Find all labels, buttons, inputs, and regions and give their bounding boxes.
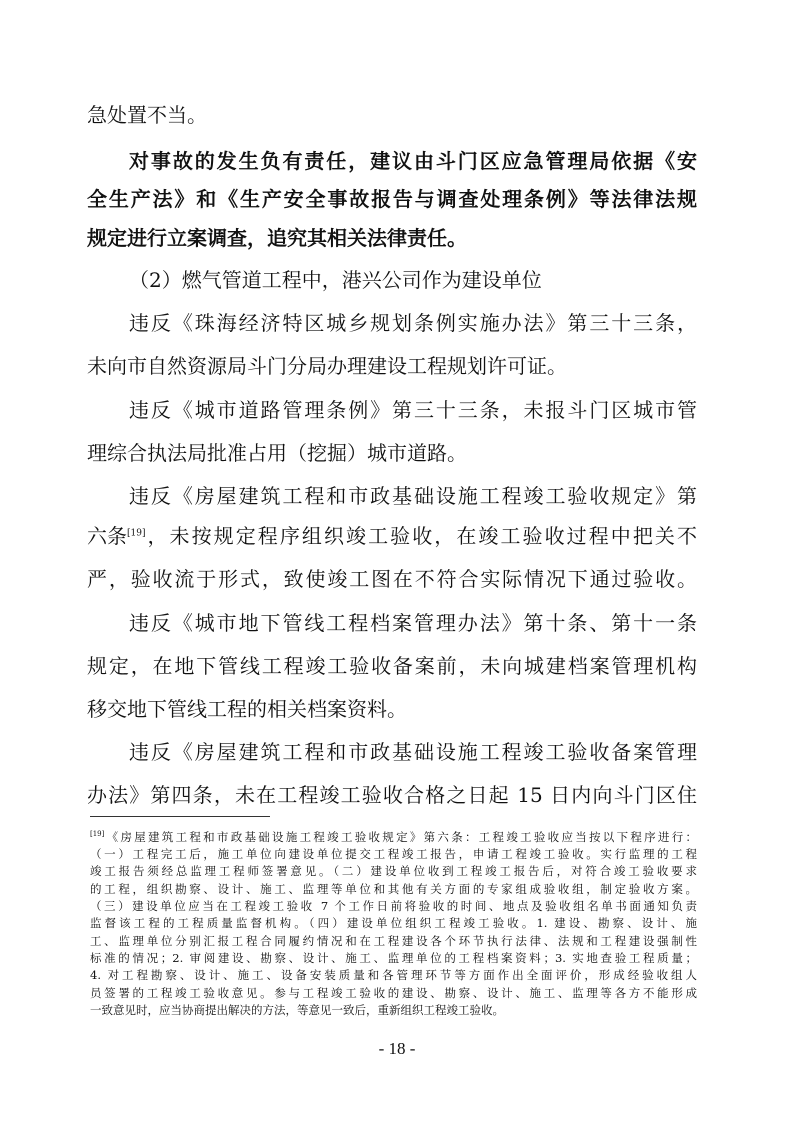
body-line: 未向市自然资源局斗门分局办理建设工程规划许可证。 xyxy=(87,354,567,378)
footnote-line: 4. 对工程勘察、设计、施工、设备安装质量和各管理环节等方面作出全面评价，形成经验收组人 xyxy=(90,968,697,982)
footnote-line: 的工程，组织勘察、设计、施工、监理等单位和其他有关方面的专家组成验收组，制定验收方案。 xyxy=(90,882,697,896)
body-line: 违反《城市地下管线工程档案管理办法》第十条、第十一条 xyxy=(129,611,697,635)
body-line-with-footnote xyxy=(87,522,697,550)
footnote-line: （三）建设单位应当在工程竣工验收 7 个工作日前将验收的时间、地点及验收组名单书面通知负责 xyxy=(90,899,697,913)
body-line-bold: 全生产法》和《生产安全事故报告与调查处理条例》等法律法规 xyxy=(87,187,697,211)
footnote-line xyxy=(90,829,697,846)
section-heading: （2）燃气管道工程中，港兴公司作为建设单位 xyxy=(129,268,542,292)
footnote-line: （一）工程完工后，施工单位向建设单位提交工程竣工报告，申请工程竣工验收。实行监理的工程 xyxy=(90,847,697,861)
footnote-line: 标准的情况；2. 审阅建设、勘察、设计、施工、监理单位的工程档案资料；3. 实地查验工程质量； xyxy=(90,951,697,965)
body-line-bold: 对事故的发生负有责任，建议由斗门区应急管理局依据《安 xyxy=(129,149,697,173)
body-fragment: ，未按规定程序组织竣工验收，在竣工验收过程中把关不 xyxy=(147,524,697,548)
body-line: 理综合执法局批准占用（挖掘）城市道路。 xyxy=(87,441,467,465)
footnote-line: 竣工报告须经总监理工程师签署意见。（二）建设单位收到工程竣工报告后，对符合竣工验收要求 xyxy=(90,864,697,878)
body-line: 规定，在地下管线工程竣工验收备案前，未向城建档案管理机构 xyxy=(87,654,697,678)
footnote-text: 《房屋建筑工程和市政基础设施工程竣工验收规定》第六条：工程竣工验收应当按以下程序进行： xyxy=(104,830,697,844)
body-line: 办法》第四条，未在工程竣工验收合格之日起 15 日内向斗门区住 xyxy=(87,783,697,807)
body-line: 违反《房屋建筑工程和市政基础设施工程竣工验收备案管理 xyxy=(129,740,697,764)
body-line: 移交地下管线工程的相关档案资料。 xyxy=(87,697,407,721)
footnote-line: 一致意见时，应当协商提出解决的方法，等意见一致后，重新组织工程竣工验收。 xyxy=(90,1003,504,1017)
page-number: - 18 - xyxy=(378,1039,416,1058)
body-line-bold: 规定进行立案调查，追究其相关法律责任。 xyxy=(87,226,467,250)
footnote-line: 工、监理单位分别汇报工程合同履约情况和在工程建设各个环节执行法律、法规和工程建设强制性 xyxy=(90,934,697,948)
footnote-line: 员签署的工程竣工验收意见。参与工程竣工验收的建设、勘察、设计、施工、监理等各方不能形成 xyxy=(90,986,697,1000)
body-line: 急处置不当。 xyxy=(87,103,207,127)
body-line: 违反《珠海经济特区城乡规划条例实施办法》第三十三条， xyxy=(129,311,697,335)
footnote-line: 监督该工程的工程质量监督机构。（四）建设单位组织工程竣工验收。1. 建设、勘察、设计、施 xyxy=(90,916,697,930)
body-line: 严，验收流于形式，致使竣工图在不符合实际情况下通过验收。 xyxy=(87,567,697,591)
footnote-reference[interactable]: [19] xyxy=(127,528,146,539)
footnote-divider xyxy=(90,816,270,817)
body-line: 违反《房屋建筑工程和市政基础设施工程竣工验收规定》第 xyxy=(129,484,697,508)
body-line: 违反《城市道路管理条例》第三十三条，未报斗门区城市管 xyxy=(129,398,697,422)
footnote-marker: [19] xyxy=(90,830,105,839)
body-fragment: 六条 xyxy=(87,524,127,548)
